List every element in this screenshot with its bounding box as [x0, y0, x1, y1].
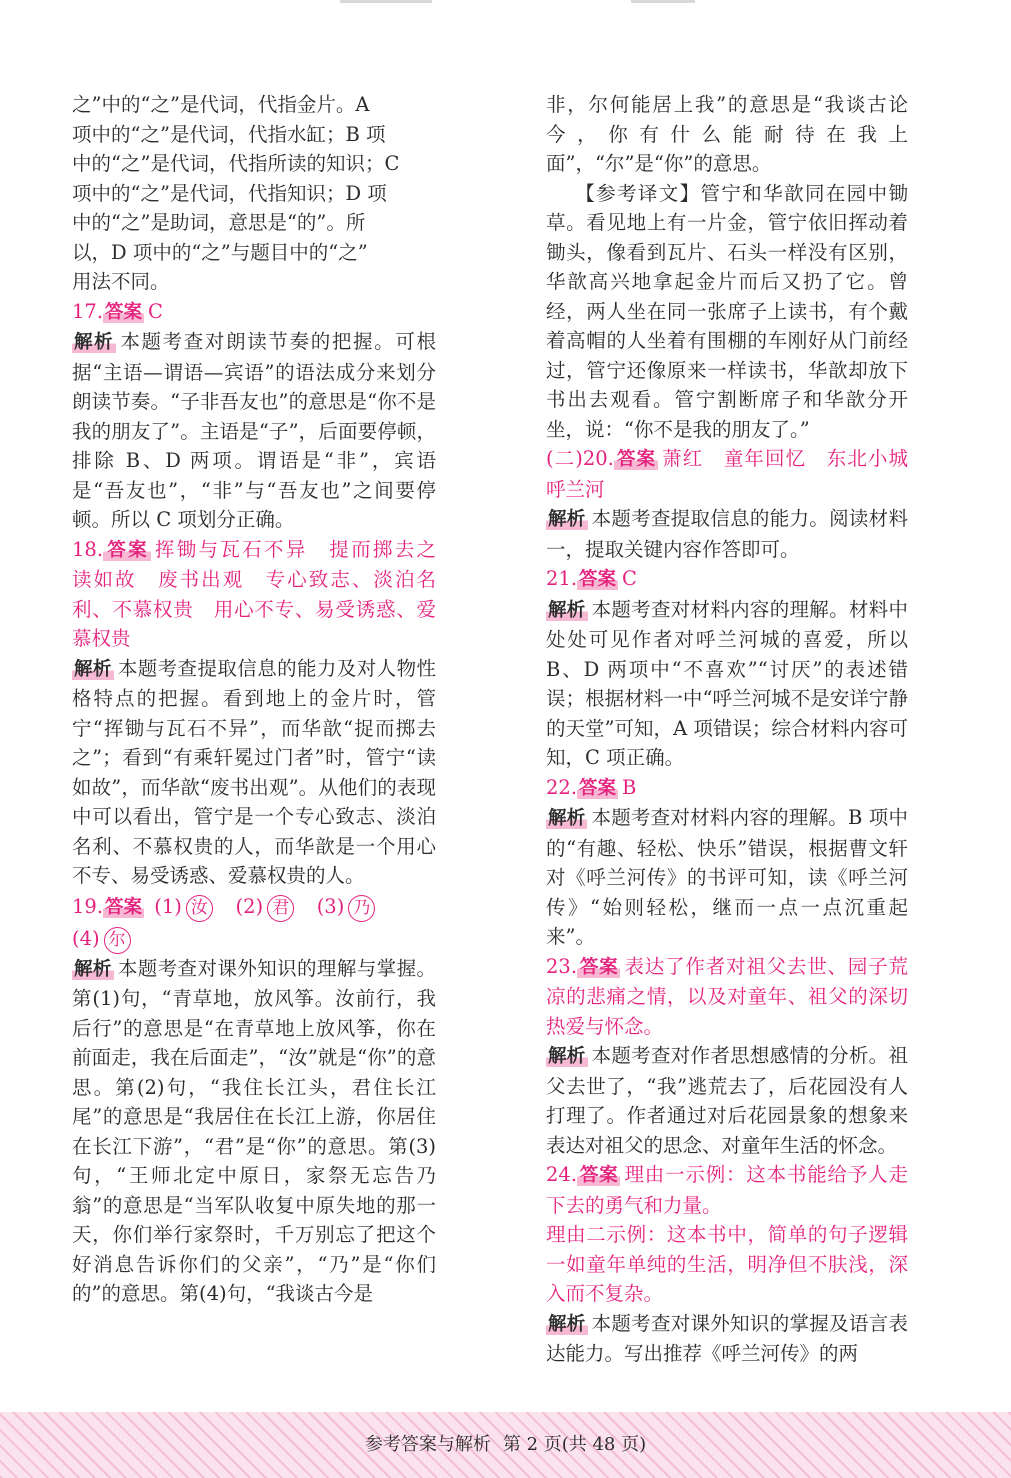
- answer-label: 答案: [579, 1165, 619, 1186]
- circled-answer: 乃: [348, 895, 375, 922]
- explanation-text: 本题考查对作者思想感情的分析。祖父去世了，“我”逃荒去了，后花园没有人打理了。作者通过对后花园景象的想象来表达对祖父的思念、对童年生活的怀念。: [546, 1044, 908, 1157]
- answer-text: 萧红 童年回忆 东北小城呼兰河: [546, 447, 908, 501]
- q20-explanation: [546, 504, 908, 564]
- q23-answer: [546, 952, 908, 1042]
- continued-text: 非，尔何能居上我”的意思是“我谈古论今，你有什么能耐待在我上面”，“尔”是“你”的意思。: [546, 93, 908, 175]
- explanation-label: 解析: [548, 808, 586, 829]
- intro-line: 项中的“之”是代词，代指水缸；B 项: [72, 122, 386, 146]
- answer-label: 答案: [579, 956, 619, 978]
- question-number: 17.: [72, 299, 104, 323]
- question-number: 23.: [546, 954, 578, 978]
- q17-answer: [72, 297, 436, 328]
- answer-text: C: [622, 567, 637, 590]
- answer-index: (4): [72, 926, 100, 950]
- explanation-label: 解析: [548, 509, 586, 530]
- answer-text: 理由一示例：这本书能给予人走下去的勇气和力量。: [546, 1163, 908, 1217]
- reference-translation: [546, 179, 908, 445]
- question-number: 22.: [546, 775, 578, 799]
- q21-answer: [546, 564, 908, 595]
- explanation-label: 解析: [74, 658, 112, 680]
- left-column: [72, 90, 456, 1309]
- intro-line: 中的“之”是助词，意思是“的”。所: [72, 211, 366, 234]
- question-number: 19.: [72, 894, 104, 918]
- question-number: (二)20.: [546, 447, 614, 470]
- q24-explanation: [546, 1309, 908, 1369]
- q24-answer: [546, 1160, 908, 1220]
- answer-text: C: [148, 299, 163, 323]
- q19-explanation: [72, 954, 436, 1309]
- page-number: 第 2 页(共 48 页): [502, 1434, 647, 1455]
- answer-label: 答案: [105, 896, 143, 918]
- footer: [0, 1430, 1011, 1460]
- explanation-text: 本题考查对课外知识的掌握及语言表达能力。写出推荐《呼兰河传》的两: [546, 1311, 908, 1365]
- question-number: 18.: [72, 537, 104, 561]
- answer-text: 表达了作者对祖父去世、园子荒凉的悲痛之情，以及对童年、祖父的深切热爱与怀念。: [546, 954, 908, 1038]
- circled-answer: 汝: [186, 895, 213, 922]
- explanation-label: 解析: [548, 1046, 586, 1067]
- intro-line: 之”中的“之”是代词，代指金片。A: [72, 93, 370, 116]
- q22-answer: [546, 773, 908, 804]
- explanation-text: 本题考查提取信息的能力及对人物性格特点的把握。看到地上的金片时，管宁“挥锄与瓦石不异”，而华歆“捉而掷去之”；看到“有乘轩冕过门者”时，管宁“读如故”，而华歆“废书出观”。从他们的表现中可以看出，管宁是一个专心致志、淡泊名利、不慕权贵的人，而华歆是一个用心不专、易受诱惑、爱慕权贵的人。: [72, 656, 436, 887]
- explanation-text: 本题考查对朗读节奏的把握。可根据“主语—谓语—宾语”的语法成分来划分朗读节奏。“子非吾友也”的意思是“你不是我的朋友了”。主语是“子”，后面要停顿，排除 B、D 两项。谓语是“非”，宾语是“吾友也”，“非”与“吾友也”之间要停顿。所以 C 项划分正确。: [72, 330, 436, 531]
- q19-answer: [72, 891, 436, 954]
- explanation-text: 本题考查对课外知识的理解与掌握。第(1)句，“青草地，放风筝。汝前行，我后行”的意思是“在青草地上放风筝，你在前面走，我在后面走”，“汝”就是“你”的意思。第(2)句，“我住长江头，君住长江尾”的意思是“我居住在长江上游，你居住在长江下游”，“君”是“你”的意思。第(3)句，“王师北定中原日，家祭无忘告乃翁”的意思是“当军队收复中原失地的那一天，你们举行家祭时，千万别忘了把这个好消息告诉你们的父亲”，“乃”是“你们的”的意思。第(4)句，“我谈古今是: [72, 956, 436, 1305]
- intro-line: 用法不同。: [72, 270, 170, 293]
- answer-text: 挥锄与瓦石不异 提而掷去之 读如故 废书出观 专心致志、淡泊名利、不慕权贵 用心不专、易受诱惑、爱慕权贵: [72, 537, 456, 650]
- answer-text: B: [622, 775, 637, 799]
- q22-explanation: [546, 803, 908, 952]
- answer-label: 答案: [579, 777, 617, 799]
- explanation-label: 解析: [548, 1313, 586, 1335]
- right-column: [546, 90, 908, 1369]
- answer-label: 答案: [105, 539, 149, 561]
- top-crop-mark-left: [340, 0, 432, 3]
- explanation-label: 解析: [74, 958, 112, 980]
- q18-explanation: [72, 654, 436, 891]
- explanation-label: 解析: [74, 332, 115, 353]
- explanation-label: 解析: [548, 599, 586, 621]
- question-number: 21.: [546, 567, 578, 590]
- explanation-text: 本题考查对材料内容的理解。B 项中的“有趣、轻松、快乐”错误，根据曹文轩对《呼兰河传》的书评可知，读《呼兰河传》“始则轻松，继而一点一点沉重起来”。: [546, 806, 908, 948]
- translation-tag: 【参考译文】: [575, 181, 701, 205]
- intro-line: 中的“之”是代词，代指所读的知识；C: [72, 152, 400, 175]
- answer-label: 答案: [579, 569, 617, 590]
- answer-label: 答案: [615, 449, 657, 470]
- q20-answer: [546, 444, 908, 504]
- circled-answer: 尔: [104, 927, 131, 954]
- intro-line: 以，D 项中的“之”与题目中的“之”: [72, 240, 368, 264]
- intro-line: 项中的“之”是代词，代指知识；D 项: [72, 181, 387, 205]
- explanation-text: 本题考查对材料内容的理解。材料中处处可见作者对呼兰河城的喜爱，所以 B、D 两项中“不喜欢”“讨厌”的表述错误；根据材料一中“呼兰河城不是安详宁静的天堂”可知，A 项错误；综合材料内容可知，C 项正确。: [546, 597, 908, 769]
- q23-explanation: [546, 1041, 908, 1160]
- q17-explanation: [72, 327, 436, 535]
- q18-answer: [72, 535, 456, 654]
- footer-title: 参考答案与解析: [364, 1434, 491, 1455]
- answer-index: (2): [235, 894, 264, 918]
- answer-index: (3): [316, 894, 345, 918]
- answer-index: (1): [154, 894, 182, 918]
- translation-text: 管宁和华歆同在园中锄草。看见地上有一片金，管宁依旧挥动着锄头，像看到瓦片、石头一样没有区别，华歆高兴地拿起金片而后又扔了它。曾经，两人坐在同一张席子上读书，有个戴着高帽的人坐着有围棚的车刚好从门前经过，管宁还像原来一样读书，华歆却放下书出去观看。管宁割断席子和华歆分开坐，说：“你不是我的朋友了。”: [546, 181, 908, 441]
- explanation-text: 本题考查提取信息的能力。阅读材料一，提取关键内容作答即可。: [546, 507, 908, 561]
- circled-answer: 君: [267, 895, 294, 922]
- q21-explanation: [546, 595, 908, 773]
- question-number: 24.: [546, 1163, 578, 1186]
- q24-answer-2: 理由二示例：这本书中，简单的句子逻辑一如童年单纯的生活，明净但不肤浅，深入而不复杂。: [546, 1223, 908, 1305]
- answer-label: 答案: [105, 301, 143, 323]
- top-crop-mark-right: [631, 0, 695, 3]
